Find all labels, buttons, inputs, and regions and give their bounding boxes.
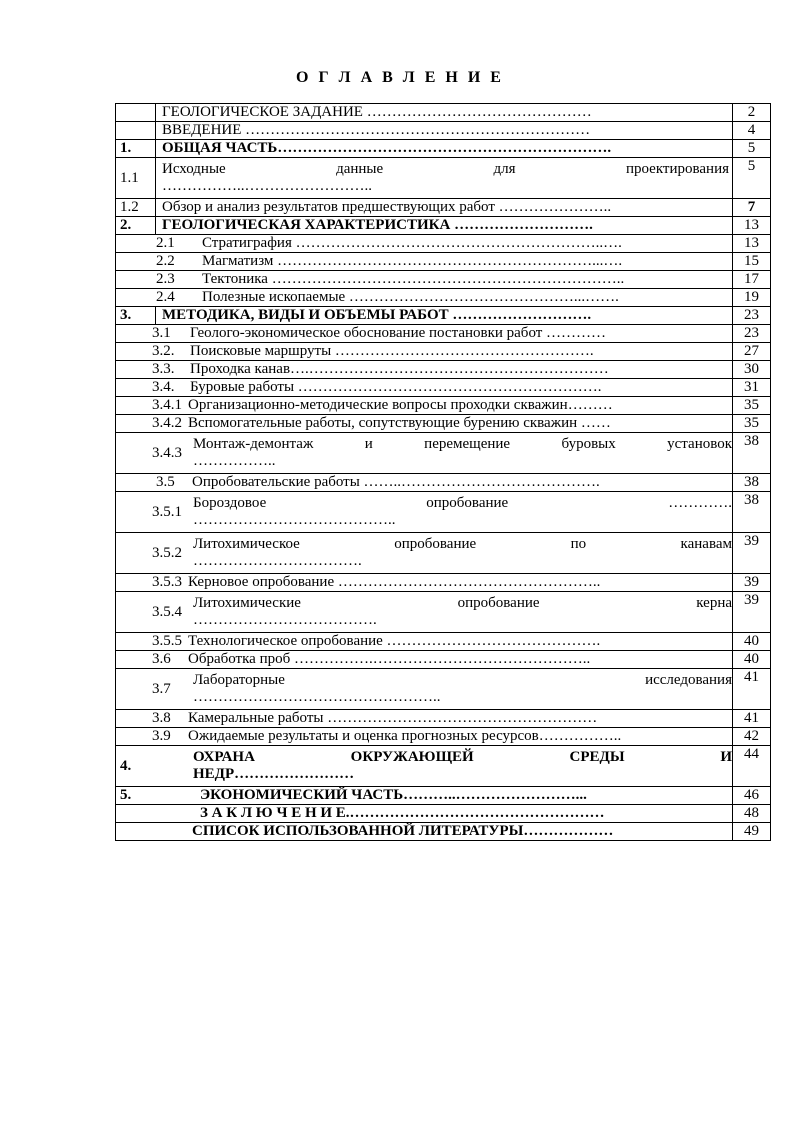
toc-entry-leader: ………………………………….. (193, 512, 396, 528)
toc-row (116, 217, 771, 235)
toc-number: 2.1 (156, 235, 175, 251)
toc-entry-cell[interactable] (116, 592, 733, 633)
toc-page: 30 (733, 361, 771, 379)
toc-row (116, 307, 771, 325)
toc-entry: З А К Л Ю Ч Е Н И Е.…………………………………………… (200, 805, 605, 821)
toc-row (116, 343, 771, 361)
toc-entry-cell[interactable] (116, 343, 733, 361)
toc-row (116, 433, 771, 474)
toc-entry-line: Литохимические опробование керна (193, 595, 732, 611)
toc-page: 13 (733, 217, 771, 235)
toc-number: 3.5.1 (152, 503, 182, 520)
toc-row (116, 651, 771, 669)
toc-number: 3.2. (152, 343, 175, 359)
toc-entry: Ожидаемые результаты и оценка прогнозных ресурсов…………….. (188, 728, 622, 744)
toc-row (116, 805, 771, 823)
toc-number: 3. (116, 307, 156, 325)
toc-page: 40 (733, 651, 771, 669)
toc-entry-cell[interactable] (116, 787, 733, 805)
toc-row (116, 397, 771, 415)
toc-number (116, 104, 156, 122)
toc-page: 39 (733, 574, 771, 592)
toc-row (116, 710, 771, 728)
toc-page: 17 (733, 271, 771, 289)
toc-row (116, 271, 771, 289)
toc-number: 5. (120, 787, 132, 803)
toc-row (116, 325, 771, 343)
toc-row (116, 199, 771, 217)
toc-entry-leader: ………………………………. (193, 612, 377, 628)
toc-row (116, 669, 771, 710)
toc-entry-line: Литохимическое опробование по канавам (193, 536, 732, 552)
toc-row (116, 104, 771, 122)
toc-entry: ЭКОНОМИЧЕСКИЙ ЧАСТЬ………..……………………... (200, 787, 587, 803)
toc-page: 13 (733, 235, 771, 253)
toc-row (116, 633, 771, 651)
toc-number: 2.4 (156, 289, 175, 305)
toc-entry-leader: НЕДР…………………… (193, 766, 355, 782)
toc-entry-cell[interactable] (116, 397, 733, 415)
toc-number: 1. (116, 140, 156, 158)
toc-entry-cell[interactable] (116, 533, 733, 574)
toc-table (115, 103, 771, 841)
toc-page: 31 (733, 379, 771, 397)
toc-entry-cell[interactable] (116, 746, 733, 787)
toc-page: 38 (733, 433, 771, 474)
toc-entry-cell[interactable] (116, 289, 733, 307)
toc-page: 5 (733, 158, 771, 199)
toc-page: 35 (733, 397, 771, 415)
toc-page: 40 (733, 633, 771, 651)
toc-entry-cell[interactable] (116, 651, 733, 669)
toc-row (116, 361, 771, 379)
toc-number: 3.7 (152, 680, 171, 697)
toc-entry: Камеральные работы ……………………………………………… (188, 710, 598, 726)
toc-entry-leader: …………….. (193, 453, 276, 469)
toc-entry-line: Лабораторные исследования (193, 672, 732, 688)
toc-entry: Стратиграфия ……………………………………………………..…. (202, 235, 622, 251)
toc-page: 41 (733, 710, 771, 728)
toc-number: 1.2 (116, 199, 156, 217)
toc-entry: Обработка проб …………….…………………………………….. (188, 651, 591, 667)
toc-page: 15 (733, 253, 771, 271)
toc-entry-cell[interactable] (116, 633, 733, 651)
toc-row (116, 574, 771, 592)
toc-number: 3.1 (152, 325, 171, 341)
toc-page: 38 (733, 492, 771, 533)
toc-row (116, 235, 771, 253)
toc-number: 3.6 (152, 651, 171, 667)
toc-row (116, 289, 771, 307)
toc-number: 4. (120, 757, 132, 774)
toc-page: 23 (733, 307, 771, 325)
toc-page: 48 (733, 805, 771, 823)
toc-number: 3.5.2 (152, 544, 182, 561)
toc-number: 3.5 (156, 474, 175, 490)
toc-page: 2 (733, 104, 771, 122)
toc-page: 41 (733, 669, 771, 710)
toc-entry: СПИСОК ИСПОЛЬЗОВАННОЙ ЛИТЕРАТУРЫ……………… (192, 823, 614, 839)
toc-row (116, 158, 771, 199)
toc-entry: Технологическое опробование ……………………………………. (188, 633, 601, 649)
toc-page: 38 (733, 474, 771, 492)
toc-entry-line: Бороздовое опробование …………. (193, 495, 732, 511)
toc-entry: Тектоника …………………………………………………………….. (202, 271, 625, 287)
toc-entry-line: Исходные данные для проектирования (162, 161, 729, 177)
toc-page: 7 (733, 199, 771, 217)
toc-entry-cell[interactable] (116, 474, 733, 492)
toc-entry: Магматизм ………………………………………………………...…. (202, 253, 623, 269)
toc-entry (193, 669, 732, 709)
toc-number: 2.2 (156, 253, 175, 269)
toc-entry[interactable]: ГЕОЛОГИЧЕСКАЯ ХАРАКТЕРИСТИКА ………………………. (156, 217, 733, 235)
toc-number: 2. (116, 217, 156, 235)
toc-number: 3.9 (152, 728, 171, 744)
toc-row (116, 253, 771, 271)
toc-number: 3.4. (152, 379, 175, 395)
toc-entry-cell[interactable] (116, 669, 733, 710)
toc-row (116, 122, 771, 140)
toc-page: 39 (733, 592, 771, 633)
toc-entry-cell[interactable] (116, 253, 733, 271)
toc-entry-leader: ……………..…………………….. (162, 178, 372, 194)
toc-entry: Полезные ископаемые ………………………………………...……. (202, 289, 619, 305)
toc-entry-cell[interactable] (116, 574, 733, 592)
toc-entry-cell[interactable] (116, 325, 733, 343)
toc-row (116, 787, 771, 805)
toc-row (116, 474, 771, 492)
toc-row (116, 415, 771, 433)
toc-page: 5 (733, 140, 771, 158)
toc-entry: Буровые работы ……………………………………………………. (190, 379, 602, 395)
toc-entry-leader: ……………………………. (193, 553, 362, 569)
toc-entry (193, 492, 732, 532)
toc-number: 3.4.2 (152, 415, 182, 431)
toc-entry (193, 533, 732, 573)
toc-entry (193, 746, 732, 786)
toc-page: 42 (733, 728, 771, 746)
toc-entry[interactable]: ВВЕДЕНИЕ …………………………………………………………… (156, 122, 733, 140)
toc-entry (193, 433, 732, 473)
toc-entry: Геолого-экономическое обоснование постановки работ ………… (190, 325, 607, 341)
toc-entry-cell[interactable] (116, 805, 733, 823)
toc-entry: Поисковые маршруты ……………………………………………. (190, 343, 594, 359)
toc-entry: Керновое опробование …………………………………………….. (188, 574, 601, 590)
toc-number: 3.5.5 (152, 633, 182, 649)
toc-page: 27 (733, 343, 771, 361)
toc-page: 23 (733, 325, 771, 343)
toc-number: 3.4.1 (152, 397, 182, 413)
toc-entry-cell[interactable] (116, 823, 733, 841)
toc-row (116, 379, 771, 397)
toc-entry-cell[interactable] (116, 271, 733, 289)
toc-entry[interactable]: МЕТОДИКА, ВИДЫ И ОБЪЕМЫ РАБОТ ………………………. (156, 307, 733, 325)
toc-entry-leader: ………………………………………….. (193, 689, 441, 705)
toc-number: 3.5.4 (152, 603, 182, 620)
toc-page: 19 (733, 289, 771, 307)
toc-entry-cell[interactable] (116, 361, 733, 379)
toc-entry: Вспомогательные работы, сопутствующие бурению скважин …… (188, 415, 611, 431)
toc-page: 4 (733, 122, 771, 140)
toc-page: 39 (733, 533, 771, 574)
toc-entry[interactable]: ОБЩАЯ ЧАСТЬ…………………………………………………………. (156, 140, 733, 158)
toc-entry-line: Монтаж-демонтаж и перемещение буровых установок (193, 436, 732, 452)
toc-entry[interactable]: ГЕОЛОГИЧЕСКОЕ ЗАДАНИЕ ……………………………………… (156, 104, 733, 122)
toc-entry-line: ОХРАНА ОКРУЖАЮЩЕЙ СРЕДЫ И (193, 749, 732, 765)
toc-number: 3.5.3 (152, 574, 182, 590)
toc-row (116, 533, 771, 574)
toc-entry-cell[interactable] (116, 235, 733, 253)
toc-page: 44 (733, 746, 771, 787)
toc-row (116, 728, 771, 746)
toc-entry-cell[interactable] (116, 710, 733, 728)
toc-entry-cell[interactable] (116, 492, 733, 533)
toc-entry: Опробовательские работы ……..…………………………………. (192, 474, 600, 490)
toc-entry[interactable] (156, 158, 733, 199)
toc-row (116, 823, 771, 841)
toc-entry[interactable]: Обзор и анализ результатов предшествующих работ ………………….. (156, 199, 733, 217)
toc-page: 46 (733, 787, 771, 805)
toc-entry-cell[interactable] (116, 415, 733, 433)
toc-row (116, 746, 771, 787)
toc-number: 3.4.3 (152, 444, 182, 461)
toc-row (116, 592, 771, 633)
toc-number (116, 122, 156, 140)
toc-heading: О Г Л А В Л Е Н И Е (296, 69, 504, 86)
toc-page: 49 (733, 823, 771, 841)
toc-entry-cell[interactable] (116, 728, 733, 746)
toc-row (116, 140, 771, 158)
toc-page: 35 (733, 415, 771, 433)
toc-row (116, 492, 771, 533)
toc-entry-cell[interactable] (116, 433, 733, 474)
toc-number: 3.8 (152, 710, 171, 726)
toc-number: 3.3. (152, 361, 175, 377)
toc-entry (193, 592, 732, 632)
toc-number: 2.3 (156, 271, 175, 287)
toc-entry-cell[interactable] (116, 379, 733, 397)
toc-number: 1.1 (116, 158, 156, 199)
toc-entry: Организационно-методические вопросы проходки скважин……… (188, 397, 613, 413)
toc-entry: Проходка канав….…………………………………………………… (190, 361, 609, 377)
